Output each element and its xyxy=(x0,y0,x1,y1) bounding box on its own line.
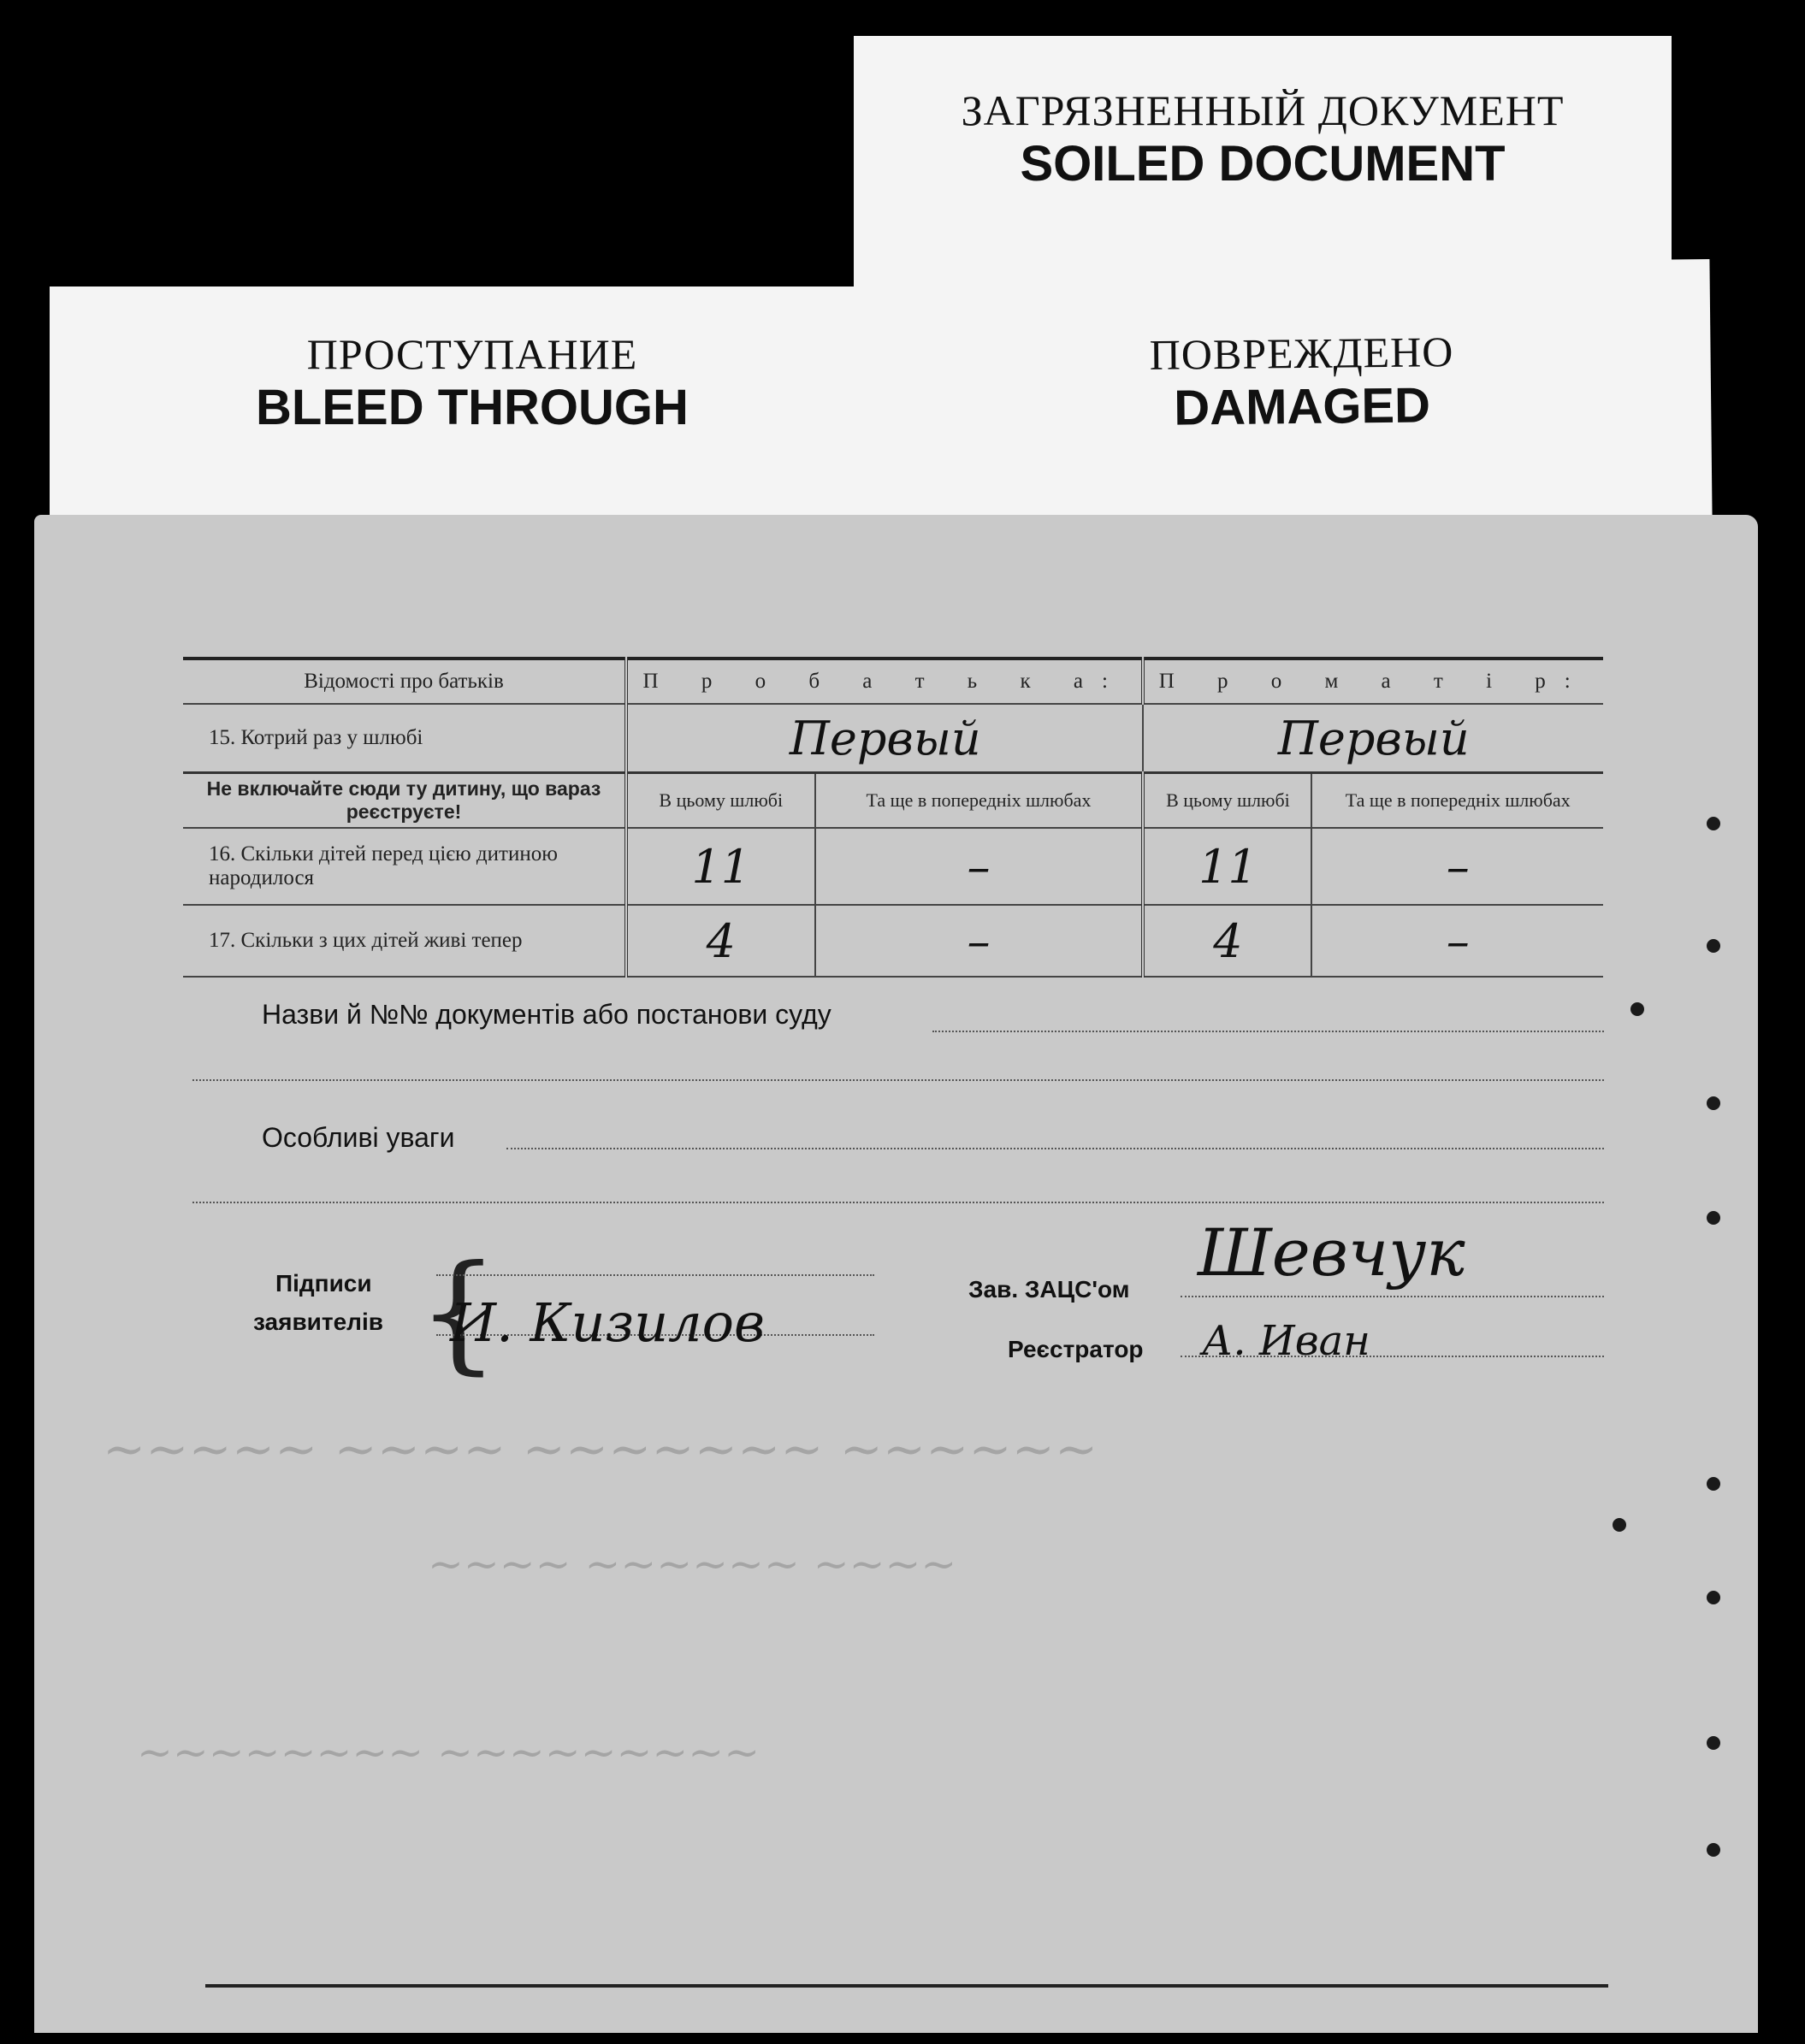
punch-hole xyxy=(1613,1518,1626,1532)
header-mother: П р о м а т і р: xyxy=(1143,659,1603,704)
row17-father-this: 4 xyxy=(626,905,815,977)
head-signature: Шевчук xyxy=(1198,1214,1465,1291)
father-this-marriage: В цьому шлюбі xyxy=(626,773,815,829)
row16-father-this: 11 xyxy=(626,828,815,905)
registrar-signature: А. Иван xyxy=(1202,1317,1370,1365)
row17-label: 17. Скільки з цих дітей живі тепер xyxy=(183,905,626,977)
soiled-document-tag xyxy=(854,36,1672,292)
brace: { xyxy=(417,1238,500,1387)
row16-father-prev: – xyxy=(815,828,1144,905)
header-father: П р о б а т ь к а: xyxy=(626,659,1143,704)
notes-line xyxy=(506,1148,1604,1149)
applicants-label-2: заявителів xyxy=(253,1309,383,1335)
punch-hole xyxy=(1707,1736,1720,1750)
damaged-tag-ru: ПОВРЕЖДЕНО xyxy=(1149,328,1454,379)
head-label: Зав. ЗАЦС'ом xyxy=(968,1276,1130,1303)
damaged-tag-en: DAMAGED xyxy=(1174,377,1431,436)
registrar-label: Реєстратор xyxy=(1008,1336,1144,1362)
punch-hole xyxy=(1707,1096,1720,1110)
applicants-label-1: Підписи xyxy=(275,1270,372,1297)
row15-mother: Первый xyxy=(1143,704,1603,773)
row17-mother-prev: – xyxy=(1311,905,1603,977)
notes-line-2 xyxy=(192,1202,1604,1203)
head-line xyxy=(1181,1296,1604,1297)
punch-hole xyxy=(1707,817,1720,830)
row16-mother-prev: – xyxy=(1311,828,1603,905)
punch-hole xyxy=(1707,939,1720,953)
applicant-signature: И. Кизилов xyxy=(450,1291,766,1354)
row16-mother-this: 11 xyxy=(1143,828,1311,905)
bleed-tag-en: BLEED THROUGH xyxy=(256,380,689,435)
parents-info-table xyxy=(183,657,1603,978)
documents-label: Назви й №№ документів або постанови суду xyxy=(262,999,831,1030)
bleed-through-marks-2: ~~~~ ~~~~~~ ~~~~ xyxy=(428,1539,957,1589)
bottom-rule xyxy=(205,1984,1608,1988)
bleed-through-marks-3: ~~~~~~~~ ~~~~~~~~~ xyxy=(137,1728,760,1777)
note-label: Не включайте сюди ту дитину, що вараз реєструєте! xyxy=(183,773,626,829)
header-label: Відомості про батьків xyxy=(183,659,626,704)
documents-line-2 xyxy=(192,1079,1604,1081)
bleed-through-marks: ~~~~~ ~~~~ ~~~~~~~ ~~~~~~ xyxy=(103,1420,1098,1480)
punch-hole xyxy=(1707,1477,1720,1491)
mother-previous: Та ще в попередніх шлюбах xyxy=(1311,773,1603,829)
applicant-line-1 xyxy=(436,1274,874,1276)
punch-hole xyxy=(1630,1002,1644,1016)
soiled-tag-en: SOILED DOCUMENT xyxy=(1020,136,1506,192)
punch-hole xyxy=(1707,1591,1720,1604)
row16-label: 16. Скільки дітей перед цією дитиною народилося xyxy=(183,828,626,905)
punch-hole xyxy=(1707,1843,1720,1857)
row17-father-prev: – xyxy=(815,905,1144,977)
soiled-tag-ru: ЗАГРЯЗНЕННЫЙ ДОКУМЕНТ xyxy=(961,86,1565,134)
mother-this-marriage: В цьому шлюбі xyxy=(1143,773,1311,829)
bleed-through-tag xyxy=(50,287,895,524)
damaged-tag xyxy=(891,259,1712,524)
row15-father: Первый xyxy=(626,704,1143,773)
punch-hole xyxy=(1707,1211,1720,1225)
notes-label: Особливі уваги xyxy=(262,1122,455,1153)
father-previous: Та ще в попередніх шлюбах xyxy=(815,773,1144,829)
documents-line xyxy=(932,1031,1604,1032)
row17-mother-this: 4 xyxy=(1143,905,1311,977)
row15-label: 15. Котрий раз у шлюбі xyxy=(183,704,626,773)
bleed-tag-ru: ПРОСТУПАНИЕ xyxy=(306,330,638,378)
